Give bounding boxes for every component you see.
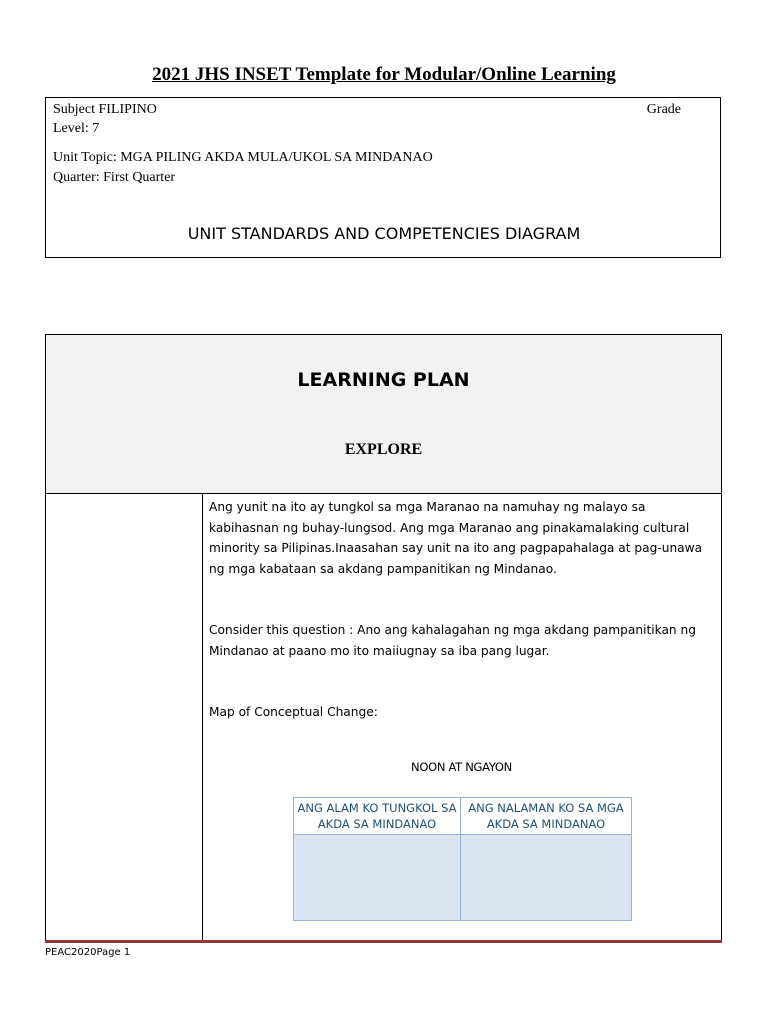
question-paragraph: Consider this question : Ano ang kahalagahan ng mga akdang pampanitikan ng Mindanao at paano mo ito maiiugnay sa iba pang lugar. <box>209 623 696 658</box>
document-title: 2021 JHS INSET Template for Modular/Online Learning <box>152 64 616 85</box>
answer-cell-after[interactable] <box>461 834 631 920</box>
explore-heading: EXPLORE <box>344 441 423 458</box>
subject-line: Subject FILIPINO <box>53 102 157 117</box>
learning-plan-title: LEARNING PLAN <box>297 369 470 391</box>
learning-plan-header <box>46 335 721 494</box>
column-header-after: ANG NALAMAN KO SA MGA AKDA SA MINDANAO <box>461 798 631 834</box>
learning-plan-table <box>45 334 722 941</box>
answer-cell-before[interactable] <box>294 834 461 920</box>
map-label: Map of Conceptual Change: <box>209 705 378 719</box>
left-column-cell <box>46 494 203 940</box>
unit-info-box <box>45 97 721 258</box>
conceptual-change-table <box>293 797 632 921</box>
page-footer: PEAC2020Page 1 <box>45 947 131 958</box>
standards-heading: UNIT STANDARDS AND COMPETENCIES DIAGRAM <box>187 224 581 243</box>
table-caption: NOON AT NGAYON <box>411 760 512 774</box>
unit-topic-line: Unit Topic: MGA PILING AKDA MULA/UKOL SA MINDANAO <box>53 150 433 165</box>
level-line: Level: 7 <box>53 121 100 136</box>
footer-divider <box>45 940 722 943</box>
quarter-line: Quarter: First Quarter <box>53 170 176 185</box>
column-header-before: ANG ALAM KO TUNGKOL SA AKDA SA MINDANAO <box>294 798 461 834</box>
grade-label: Grade <box>646 102 681 117</box>
intro-paragraph: Ang yunit na ito ay tungkol sa mga Maranao na namuhay ng malayo sa kabihasnan ng buhay-lungsod. Ang mga Maranao ang pinakamalaking cultural minority sa Pilipinas.Inaasahan say unit na ito ang pagpapahalaga at pag-unawa ng mga kabataan sa akdang pampanitikan ng Mindanao. <box>209 500 703 576</box>
